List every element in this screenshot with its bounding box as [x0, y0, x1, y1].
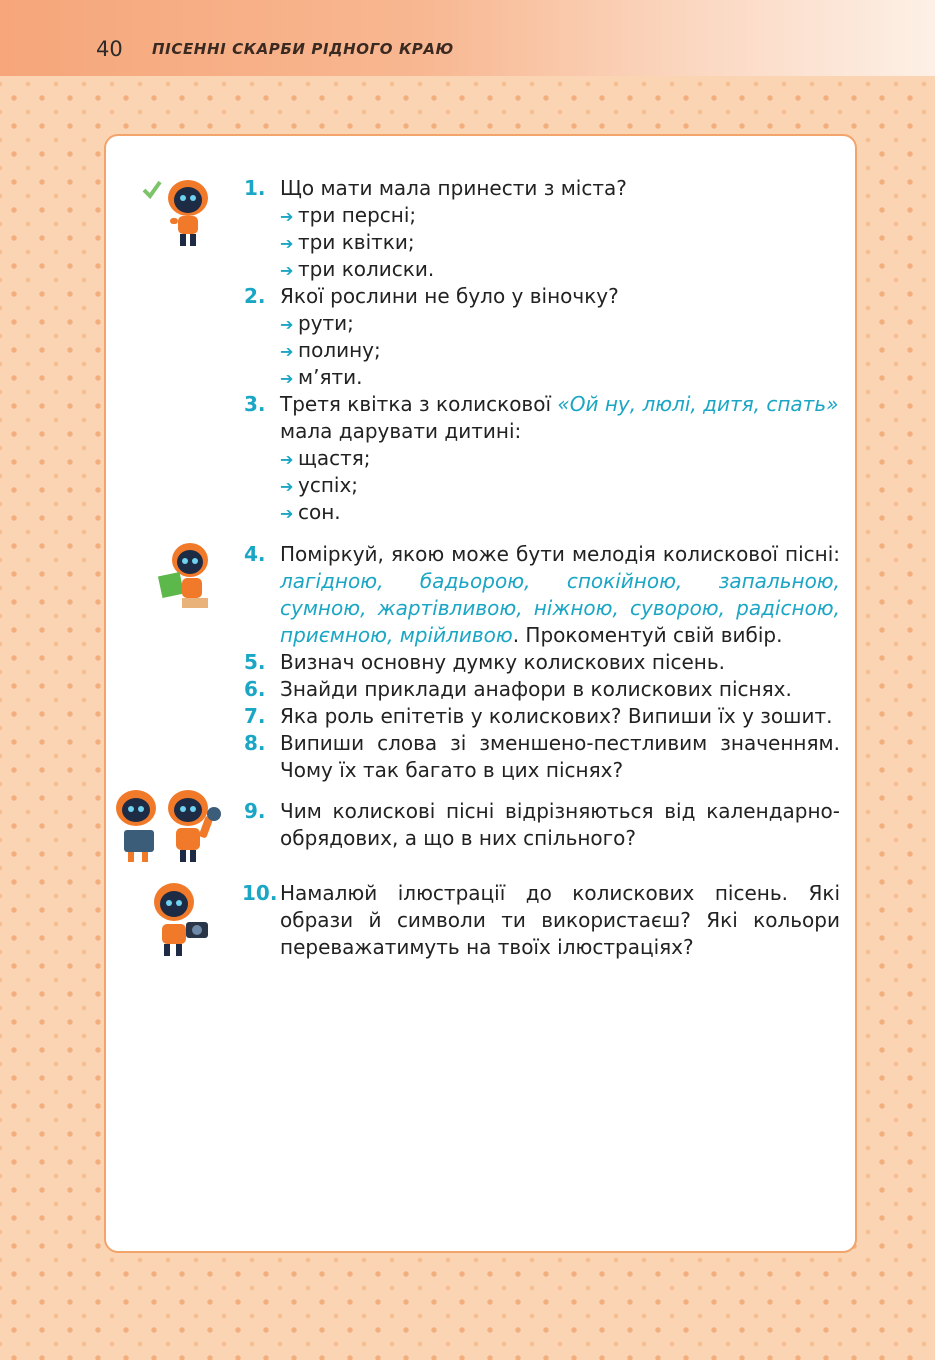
- robot-check-icon: [140, 172, 220, 252]
- arrow-right-icon: ➔: [280, 261, 294, 280]
- arrow-right-icon: ➔: [280, 450, 294, 469]
- arrow-right-icon: ➔: [280, 315, 294, 334]
- answer-option: ➔ щастя;: [280, 445, 371, 473]
- question-number: 6.: [244, 677, 266, 701]
- question-text: Третя квітка з колискової «Ой ну, люлі, дитя, спать»: [280, 392, 839, 416]
- question-number: 2.: [244, 284, 266, 308]
- question-number: 10.: [242, 881, 278, 905]
- question-number: 4.: [244, 542, 266, 566]
- question-text: Чим колискові пісні відрізняються від календарно-обрядових, а що в них спільного?: [280, 799, 840, 850]
- arrow-right-icon: ➔: [280, 369, 294, 388]
- answer-option: ➔ три персні;: [280, 202, 416, 230]
- question-number: 7.: [244, 704, 266, 728]
- arrow-right-icon: ➔: [280, 477, 294, 496]
- page-number: 40: [96, 37, 123, 61]
- question-number: 8.: [244, 731, 266, 755]
- question-text: мала дарувати дитині:: [280, 419, 522, 443]
- question-text: Знайди приклади анафори в колискових піснях.: [280, 677, 792, 701]
- question-number: 5.: [244, 650, 266, 674]
- question-text: Яка роль епітетів у колискових? Випиши їх у зошит.: [280, 704, 833, 728]
- question-number: 9.: [244, 799, 266, 823]
- robot-camera-icon: [146, 878, 226, 962]
- question-text: Намалюй ілюстрації до колискових пісень. Які образи й символи ти використаєш? Які кольори переважатимуть на твоїх ілюстраціях?: [280, 881, 840, 959]
- arrow-right-icon: ➔: [280, 342, 294, 361]
- robot-reading-icon: [152, 538, 222, 618]
- adjective-list: лагідною, бадьорою, спокійною, запальною, сумною, жартівливою, ніжною, суворою, радісною, приємною, мрійливою: [280, 569, 840, 647]
- question-text: Якої рослини не було у віночку?: [280, 284, 619, 308]
- question-number: 1.: [244, 176, 266, 200]
- arrow-right-icon: ➔: [280, 207, 294, 226]
- question-text: Що мати мала принести з міста?: [280, 176, 627, 200]
- answer-option: ➔ полину;: [280, 337, 381, 365]
- question-text: Визнач основну думку колискових пісень.: [280, 650, 726, 674]
- page-header: [0, 0, 935, 76]
- arrow-right-icon: ➔: [280, 504, 294, 523]
- answer-option: ➔ сон.: [280, 499, 341, 527]
- question-number: 3.: [244, 392, 266, 416]
- song-title: «Ой ну, люлі, дитя, спать»: [557, 392, 839, 416]
- answer-option: ➔ три квітки;: [280, 229, 415, 257]
- answer-option: ➔ рути;: [280, 310, 354, 338]
- answer-option: ➔ успіх;: [280, 472, 358, 500]
- arrow-right-icon: ➔: [280, 234, 294, 253]
- answer-option: ➔ м’яти.: [280, 364, 362, 392]
- question-text: Поміркуй, якою може бути мелодія колискової пісні: лагідною, бадьорою, спокійною, запальною, сумною, жартівливою, ніжною, суворою, радісною, приємною, мрійливою. Прокоментуй свій вибір.: [280, 542, 840, 647]
- question-text: Випиши слова зі зменшено-пестливим значенням. Чому їх так багато в цих піснях?: [280, 731, 840, 782]
- robot-pair-icon: [110, 786, 238, 866]
- answer-option: ➔ три колиски.: [280, 256, 434, 284]
- chapter-title: ПІСЕННІ СКАРБИ РІДНОГО КРАЮ: [152, 40, 454, 58]
